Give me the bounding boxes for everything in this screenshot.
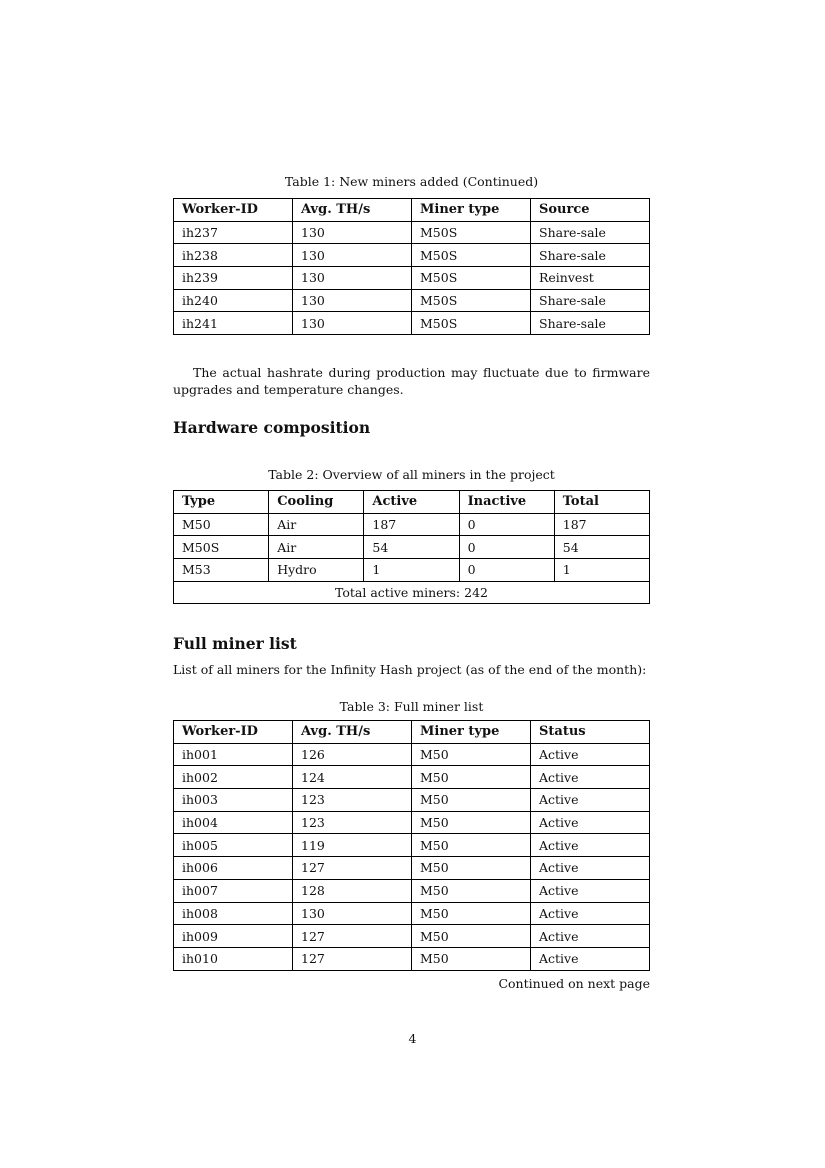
table-header-row: [174, 491, 650, 514]
table-cell: Reinvest: [531, 267, 650, 290]
table-cell: ih002: [174, 766, 293, 789]
table-cell: ih008: [174, 902, 293, 925]
column-header: Miner type: [412, 721, 531, 744]
table-row: [174, 536, 650, 559]
table-cell: 130: [293, 312, 412, 335]
table-cell: Active: [531, 947, 650, 970]
table-cell: 1: [554, 559, 649, 582]
column-header: Active: [364, 491, 459, 514]
full-list-intro: List of all miners for the Infinity Hash project (as of the end of the month):: [173, 662, 647, 677]
table-cell: Active: [531, 789, 650, 812]
total-active-miners: Total active miners: 242: [174, 581, 650, 604]
table-row: [174, 267, 650, 290]
table-cell: Active: [531, 834, 650, 857]
table-cell: 54: [364, 536, 459, 559]
table-cell: 130: [293, 289, 412, 312]
table-cell: ih004: [174, 811, 293, 834]
table-cell: 0: [459, 559, 554, 582]
table-cell: M50: [412, 766, 531, 789]
table-header-row: [174, 199, 650, 222]
table-cell: Active: [531, 811, 650, 834]
table-cell: Share-sale: [531, 289, 650, 312]
table-cell: ih240: [174, 289, 293, 312]
table-header-row: [174, 721, 650, 744]
table-row: [174, 947, 650, 970]
table-cell: M50: [412, 947, 531, 970]
table-cell: M50: [412, 743, 531, 766]
section-heading-hardware: Hardware composition: [173, 418, 371, 437]
table-cell: ih237: [174, 221, 293, 244]
table-cell: Hydro: [269, 559, 364, 582]
table-cell: M50S: [412, 267, 531, 290]
table-cell: ih238: [174, 244, 293, 267]
table1-caption: Table 1: New miners added (Continued): [284, 174, 539, 189]
table-cell: M50: [412, 811, 531, 834]
table-cell: M50: [412, 902, 531, 925]
table-cell: M50S: [412, 289, 531, 312]
table-cell: Air: [269, 513, 364, 536]
table-row: [174, 289, 650, 312]
table-cell: M50: [412, 879, 531, 902]
table-cell: M50S: [174, 536, 269, 559]
table-cell: M50: [412, 834, 531, 857]
column-header: Status: [531, 721, 650, 744]
table-row: [174, 312, 650, 335]
table-cell: Active: [531, 925, 650, 948]
column-header: Worker-ID: [174, 199, 293, 222]
table-cell: Active: [531, 902, 650, 925]
table-cell: 123: [293, 789, 412, 812]
table-cell: ih005: [174, 834, 293, 857]
table-total-row: [174, 581, 650, 604]
table-cell: ih006: [174, 857, 293, 880]
table-cell: Air: [269, 536, 364, 559]
table-cell: Active: [531, 879, 650, 902]
table-row: [174, 221, 650, 244]
table-cell: M50S: [412, 312, 531, 335]
table-cell: ih003: [174, 789, 293, 812]
table-cell: M50S: [412, 244, 531, 267]
table-cell: M53: [174, 559, 269, 582]
table-cell: ih009: [174, 925, 293, 948]
table-cell: 119: [293, 834, 412, 857]
table-cell: ih007: [174, 879, 293, 902]
table-cell: M50: [412, 925, 531, 948]
table-row: [174, 925, 650, 948]
table-cell: M50S: [412, 221, 531, 244]
table-cell: 187: [364, 513, 459, 536]
section-heading-full-list: Full miner list: [173, 634, 297, 653]
table-cell: 130: [293, 244, 412, 267]
table-cell: 0: [459, 513, 554, 536]
table-row: [174, 743, 650, 766]
column-header: Cooling: [269, 491, 364, 514]
table-cell: 130: [293, 221, 412, 244]
table-cell: M50: [412, 857, 531, 880]
full-miner-list-table: [173, 720, 650, 971]
column-header: Inactive: [459, 491, 554, 514]
table-cell: ih010: [174, 947, 293, 970]
table-cell: Share-sale: [531, 221, 650, 244]
table2-caption: Table 2: Overview of all miners in the project: [268, 467, 555, 482]
table-cell: Active: [531, 743, 650, 766]
table-cell: M50: [412, 789, 531, 812]
table-cell: ih241: [174, 312, 293, 335]
table-row: [174, 879, 650, 902]
continued-note: Continued on next page: [498, 976, 650, 991]
new-miners-table: [173, 198, 650, 335]
table-cell: 127: [293, 925, 412, 948]
table-cell: 127: [293, 947, 412, 970]
table-cell: 130: [293, 267, 412, 290]
table-cell: Active: [531, 857, 650, 880]
column-header: Worker-ID: [174, 721, 293, 744]
column-header: Source: [531, 199, 650, 222]
table-cell: 1: [364, 559, 459, 582]
column-header: Type: [174, 491, 269, 514]
table-cell: Share-sale: [531, 244, 650, 267]
column-header: Avg. TH/s: [293, 721, 412, 744]
column-header: Total: [554, 491, 649, 514]
table-cell: ih239: [174, 267, 293, 290]
table-row: [174, 834, 650, 857]
column-header: Miner type: [412, 199, 531, 222]
table-cell: ih001: [174, 743, 293, 766]
table-row: [174, 811, 650, 834]
table-row: [174, 789, 650, 812]
table-row: [174, 513, 650, 536]
table-cell: M50: [174, 513, 269, 536]
table-row: [174, 857, 650, 880]
table-row: [174, 244, 650, 267]
page-number: 4: [408, 1031, 417, 1046]
table-row: [174, 902, 650, 925]
table-cell: 127: [293, 857, 412, 880]
table-cell: 0: [459, 536, 554, 559]
table-cell: 187: [554, 513, 649, 536]
table-cell: 126: [293, 743, 412, 766]
table-cell: Share-sale: [531, 312, 650, 335]
miners-overview-table: [173, 490, 650, 604]
table-cell: 124: [293, 766, 412, 789]
table-cell: 54: [554, 536, 649, 559]
table-row: [174, 559, 650, 582]
table-cell: Active: [531, 766, 650, 789]
table-cell: 128: [293, 879, 412, 902]
column-header: Avg. TH/s: [293, 199, 412, 222]
table-row: [174, 766, 650, 789]
table-cell: 130: [293, 902, 412, 925]
hashrate-note: The actual hashrate during production may fluctuate due to firmware upgrades and temperature changes.: [173, 365, 650, 397]
table-cell: 123: [293, 811, 412, 834]
table3-caption: Table 3: Full miner list: [339, 699, 484, 714]
